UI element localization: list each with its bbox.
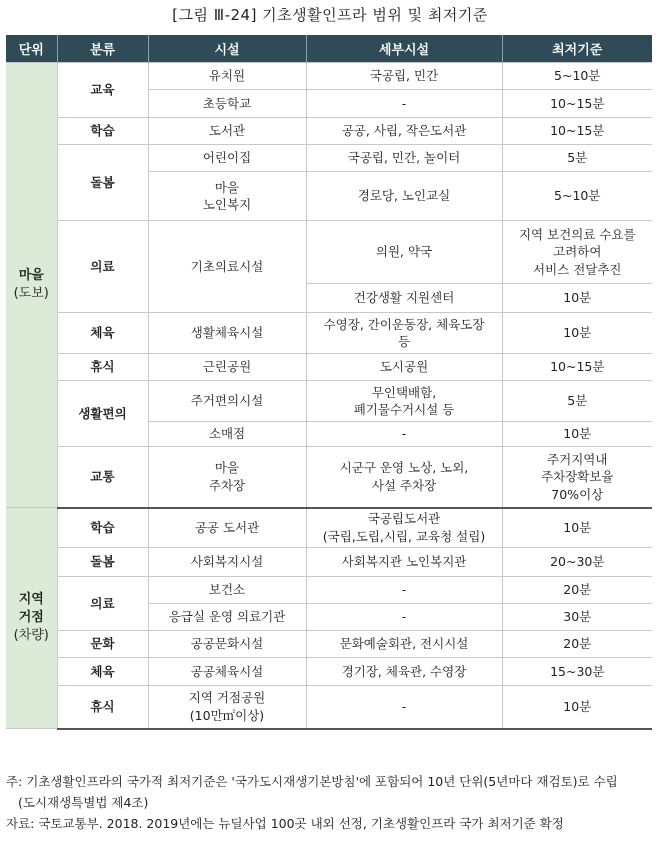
table-row <box>6 354 652 381</box>
header-detail: 세부시설 <box>306 35 502 63</box>
detail-cell: 의원, 약국 <box>306 221 502 284</box>
table-row <box>6 548 652 577</box>
unit-hub: 지역 거점 (차량) <box>6 508 57 729</box>
table-row <box>6 447 652 508</box>
detail-cell: 도시공원 <box>306 354 502 381</box>
facility-cell: 기초의료시설 <box>148 221 306 313</box>
detail-cell: 수영장, 간이운동장, 체육도장 등 <box>306 313 502 354</box>
infrastructure-table <box>6 35 652 730</box>
detail-cell: 경로당, 노인교실 <box>306 172 502 221</box>
category-cell: 체육 <box>57 313 148 354</box>
detail-cell: - <box>306 422 502 447</box>
unit-village: 마을 (도보) <box>6 63 57 508</box>
detail-cell: - <box>306 577 502 604</box>
standard-cell: 10~15분 <box>502 90 652 118</box>
facility-cell: 공공체육시설 <box>148 658 306 686</box>
category-cell: 학습 <box>57 118 148 145</box>
facility-cell: 근린공원 <box>148 354 306 381</box>
table-row <box>6 381 652 422</box>
standard-cell: 10분 <box>502 686 652 729</box>
detail-cell: 사회복지관 노인복지관 <box>306 548 502 577</box>
standard-cell: 10분 <box>502 508 652 548</box>
standard-cell: 10분 <box>502 284 652 313</box>
standard-cell: 5분 <box>502 381 652 422</box>
facility-cell: 응급실 운영 의료기관 <box>148 604 306 631</box>
facility-cell: 주거편의시설 <box>148 381 306 422</box>
standard-cell: 20분 <box>502 631 652 658</box>
facility-cell: 유치원 <box>148 63 306 90</box>
facility-cell: 소매점 <box>148 422 306 447</box>
detail-cell: 국공립, 민간, 놀이터 <box>306 145 502 172</box>
header-category: 분류 <box>57 35 148 63</box>
category-cell: 의료 <box>57 221 148 313</box>
standard-cell: 10~15분 <box>502 118 652 145</box>
detail-cell: 건강생활 지원센터 <box>306 284 502 313</box>
standard-cell: 주거지역내 주차장확보율 70%이상 <box>502 447 652 508</box>
detail-cell: 문화예술회관, 전시시설 <box>306 631 502 658</box>
facility-cell: 마을 주차장 <box>148 447 306 508</box>
standard-cell: 30분 <box>502 604 652 631</box>
category-cell: 교통 <box>57 447 148 508</box>
table-row <box>6 686 652 729</box>
figure-title: [그림 Ⅲ-24] 기초생활인프라 범위 및 최저기준 <box>172 6 488 24</box>
category-cell: 돌봄 <box>57 548 148 577</box>
table-row <box>6 631 652 658</box>
detail-cell: 국공립도서관 (국립,도립,시립, 교육청 설립) <box>306 508 502 548</box>
standard-cell: 15~30분 <box>502 658 652 686</box>
detail-cell: 무인택배함, 폐기물수거시설 등 <box>306 381 502 422</box>
detail-cell: - <box>306 604 502 631</box>
standard-cell: 5분 <box>502 145 652 172</box>
table-header-row <box>6 35 652 63</box>
standard-cell: 5~10분 <box>502 172 652 221</box>
facility-cell: 도서관 <box>148 118 306 145</box>
detail-cell: - <box>306 686 502 729</box>
category-cell: 학습 <box>57 508 148 548</box>
category-cell: 휴식 <box>57 686 148 729</box>
table-row <box>6 145 652 172</box>
category-cell: 의료 <box>57 577 148 631</box>
facility-cell: 공공 도서관 <box>148 508 306 548</box>
table-row <box>6 658 652 686</box>
table-row <box>6 221 652 284</box>
table-row <box>6 508 652 548</box>
standard-cell: 10~15분 <box>502 354 652 381</box>
facility-cell: 지역 거점공원 (10만㎡이상) <box>148 686 306 729</box>
facility-cell: 초등학교 <box>148 90 306 118</box>
header-unit: 단위 <box>6 35 57 63</box>
table-row <box>6 118 652 145</box>
detail-cell: 국공립, 민간 <box>306 63 502 90</box>
standard-cell: 10분 <box>502 422 652 447</box>
standard-cell: 5~10분 <box>502 63 652 90</box>
facility-cell: 보건소 <box>148 577 306 604</box>
category-cell: 체육 <box>57 658 148 686</box>
standard-cell: 지역 보건의료 수요를 고려하여 서비스 전달추진 <box>502 221 652 284</box>
category-cell: 교육 <box>57 63 148 118</box>
facility-cell: 마을 노인복지 <box>148 172 306 221</box>
detail-cell: - <box>306 90 502 118</box>
detail-cell: 시군구 운영 노상, 노외, 사설 주차장 <box>306 447 502 508</box>
category-cell: 생활편의 <box>57 381 148 447</box>
header-facility: 시설 <box>148 35 306 63</box>
table-row <box>6 577 652 604</box>
facility-cell: 공공문화시설 <box>148 631 306 658</box>
detail-cell: 경기장, 체육관, 수영장 <box>306 658 502 686</box>
category-cell: 휴식 <box>57 354 148 381</box>
category-cell: 돌봄 <box>57 145 148 221</box>
table-row <box>6 63 652 90</box>
detail-cell: 공공, 사립, 작은도서관 <box>306 118 502 145</box>
table-row <box>6 313 652 354</box>
source-text: 자료: 국토교통부. 2018. 2019년에는 뉴딜사업 100곳 내외 선정, 기초생활인프라 국가 최저기준 확정 <box>6 816 564 831</box>
footnotes <box>6 771 656 834</box>
standard-cell: 20분 <box>502 577 652 604</box>
facility-cell: 생활체육시설 <box>148 313 306 354</box>
standard-cell: 10분 <box>502 313 652 354</box>
note-text: 주: 기초생활인프라의 국가적 최저기준은 '국가도시재생기본방침'에 포함되어 10년 단위(5년마다 재검토)로 수립 <box>6 774 618 789</box>
category-cell: 문화 <box>57 631 148 658</box>
facility-cell: 사회복지시설 <box>148 548 306 577</box>
note-continuation: (도시재생특별법 제4조) <box>18 795 149 810</box>
standard-cell: 20~30분 <box>502 548 652 577</box>
facility-cell: 어린이집 <box>148 145 306 172</box>
header-standard: 최저기준 <box>502 35 652 63</box>
